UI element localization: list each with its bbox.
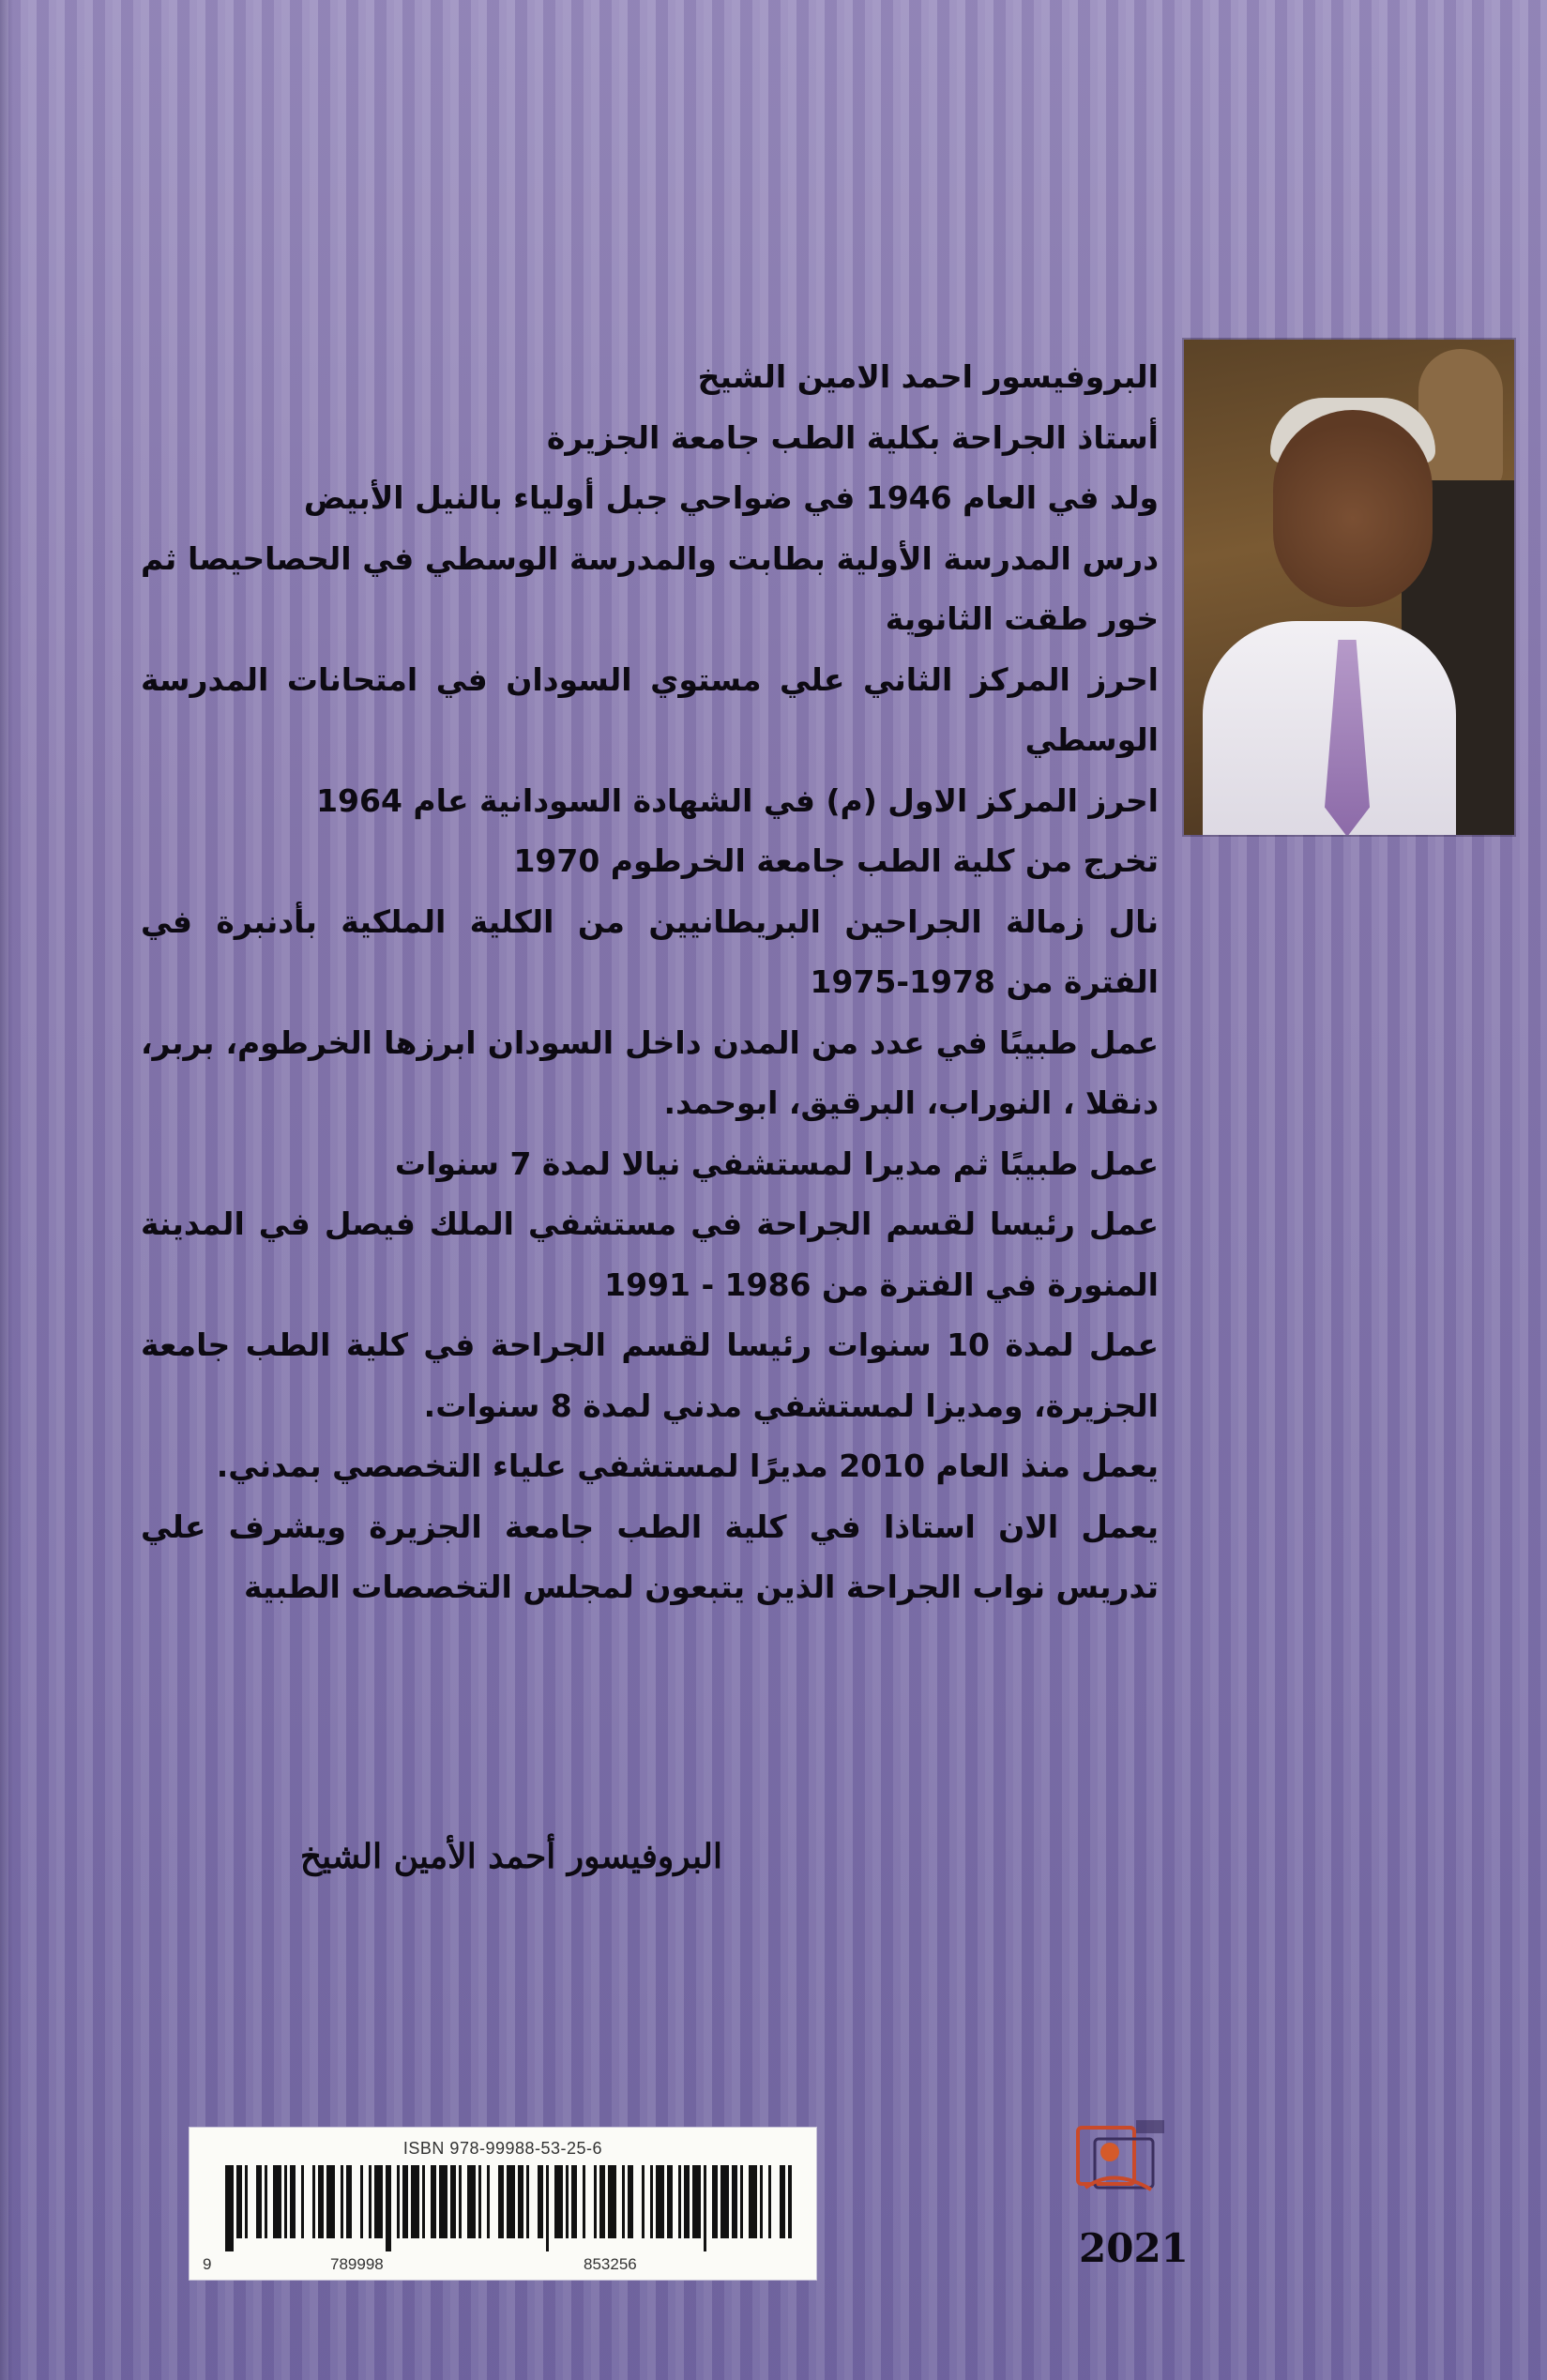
bio-line: يعمل منذ العام 2010 مديرًا لمستشفي علياء التخصصي بمدني. [216,1448,1159,1484]
barcode-digits-left: 789998 [330,2255,384,2273]
bio-line: عمل طبيبًا في عدد من المدن داخل السودان ابرزها الخرطوم، بربر، دنقلا ، النوراب، البرقيق، ابوحمد. [141,1023,1159,1121]
bio-line: احرز المركز الاول (م) في الشهادة السودانية عام 1964 [316,781,1159,819]
author-bio [141,347,1159,1618]
bio-line: يعمل الان استاذا في كلية الطب جامعة الجزيرة ويشرف علي تدريس نواب الجراحة الذين يتبعون لمجلس التخصصات الطبية [141,1508,1159,1605]
bio-line: عمل لمدة 10 سنوات رئيسا لقسم الجراحة في كلية الطب جامعة الجزيرة، ومديزا لمستشفي مدني لمدة 8 سنوات. [141,1326,1160,1424]
barcode-digit-first: 9 [203,2255,212,2273]
isbn-text: ISBN 978-99988-53-25-6 [402,2139,603,2158]
spine-edge [0,0,13,2380]
barcode-bars [225,2165,792,2251]
bio-name: البروفيسور احمد الامين الشيخ [697,358,1159,395]
bio-line: عمل طبيبًا ثم مديرا لمستشفي نيالا لمدة 7 سنوات [394,1145,1159,1182]
bio-line: عمل رئيسا لقسم الجراحة في مستشفي الملك فيصل في المدينة المنورة في الفترة من 1986 - 1991 [141,1205,1159,1303]
bio-line: نال زمالة الجراحين البريطانيين من الكلية الملكية بأدنبرة في الفترة من 1978-1975 [141,902,1159,1000]
bio-line: أستاذ الجراحة بكلية الطب جامعة الجزيرة [546,418,1159,456]
bio-line: درس المدرسة الأولية بطابت والمدرسة الوسطي في الحصاحيصا ثم خور طقت الثانوية [141,539,1159,637]
author-photo [1184,340,1514,835]
isbn-barcode [190,2128,816,2280]
bio-line: تخرج من كلية الطب جامعة الخرطوم 1970 [513,842,1159,879]
bio-line: احرز المركز الثاني علي مستوي السودان في امتحانات المدرسة الوسطي [141,660,1159,758]
publication-year: 2021 [1079,2225,1189,2271]
publisher-logo-icon [1057,2111,1179,2205]
author-signature: البروفيسور أحمد الأمين الشيخ [299,1837,722,1876]
barcode-digits-right: 853256 [584,2255,637,2273]
bio-line: ولد في العام 1946 في ضواحي جبل أولياء بالنيل الأبيض [303,479,1159,516]
